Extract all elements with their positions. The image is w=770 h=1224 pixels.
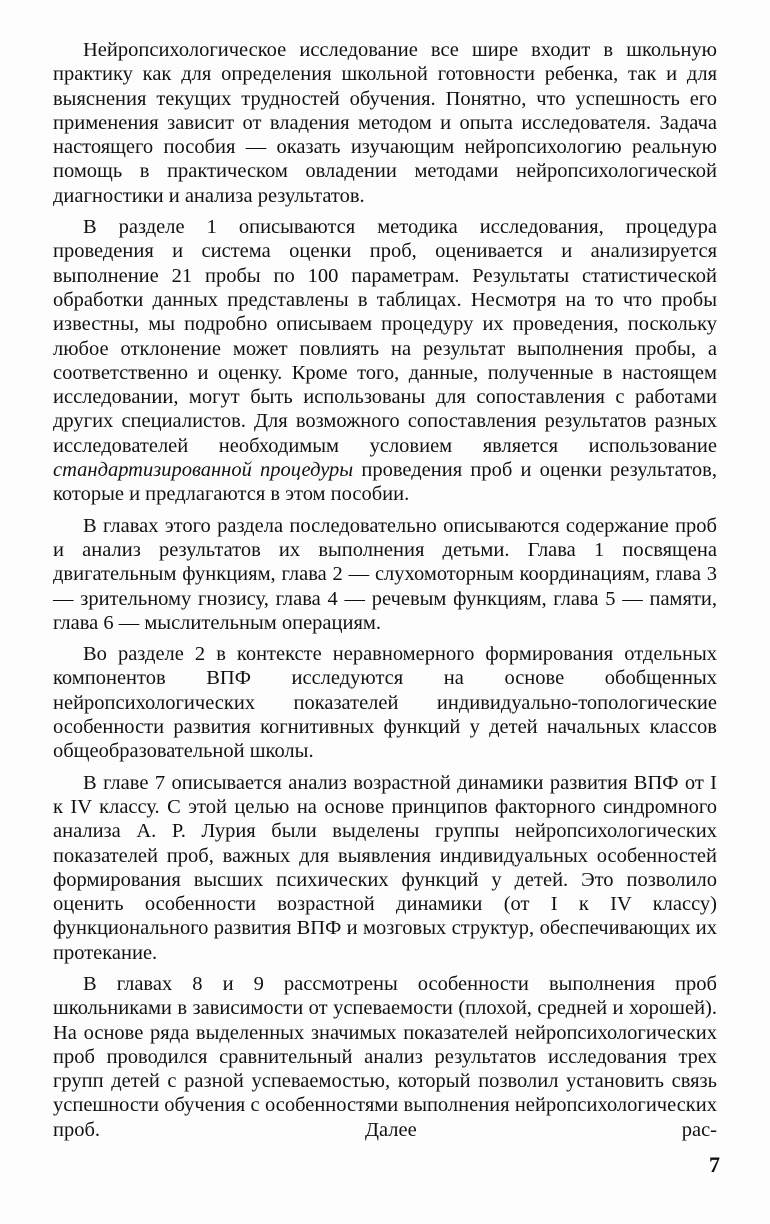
paragraph-section-1 xyxy=(53,215,717,507)
paragraph-chapters-overview: В главах этого раздела последовательно описываются содержание проб и анализ результатов их выполнения детьми. Глава 1 посвящена двигательным функциям, глава 2 — слухомоторным координациям, глава 3 — зрительному гнозису, глава 4 — речевым функциям, глава 5 — памяти, глава 6 — мыслительным операциям. xyxy=(53,514,717,634)
paragraph-section-2: Во разделе 2 в контексте неравномерного формирования отдельных компонентов ВПФ исследуются на основе обобщенных нейропсихологических показателей индивидуально-топологические особенности развития когнитивных функций у детей начальных классов общеобразовательной школы. xyxy=(53,643,717,763)
page-number: 7 xyxy=(709,1152,720,1177)
paragraph-chapter-7: В главе 7 описывается анализ возрастной динамики развития ВПФ от I к IV классу. С этой целью на основе принципов факторного синдромного анализа А. Р. Лурия были выделены группы нейропсихологических показателей проб, важных для выявления индивидуальных особенностей формирования высших психических функций у детей. Это позволило оценить особенности возрастной динамики (от I к IV классу) функционального развития ВПФ и мозговых структур, обеспечивающих их протекание. xyxy=(53,771,717,964)
paragraph-section-1-text: В разделе 1 описываются методика исследования, процедура проведения и система оценки проб, оценивается и анализируется выполнение 21 пробы по 100 параметрам. Результаты статистической обработки данных представлены в таблицах. Несмотря на то что пробы известны, мы подробно описываем процедуру их проведения, поскольку любое отклонение может повлиять на результат выполнения пробы, а соответственно и оценку. Кроме того, данные, полученные в настоящем исследовании, могут быть использованы для сопоставления с работами других специалистов. Для возможного сопоставления результатов разных исследователей необходимым условием является использование xyxy=(53,216,717,457)
emphasis-standardized-procedure: стандартизированной процедуры xyxy=(53,459,354,482)
paragraph-chapters-8-9: В главах 8 и 9 рассмотрены особенности выполнения проб школьниками в зависимости от успеваемости (плохой, средней и хорошей). На основе ряда выделенных значимых показателей нейропсихологических проб проводился сравнительный анализ результатов исследования трех групп детей с разной успеваемостью, который позволил установить связь успешности обучения с особенностями выполнения нейропсихологических проб. Далее рас- xyxy=(53,972,717,1141)
body-text xyxy=(53,38,717,1142)
paragraph-intro: Нейропсихологическое исследование все шире входит в школьную практику как для определения школьной готовности ребенка, так и для выяснения текущих трудностей обучения. Понятно, что успешность его применения зависит от владения методом и опыта исследователя. Задача настоящего пособия — оказать изучающим нейропсихологию реальную помощь в практическом овладении методами нейропсихологической диагностики и анализа результатов. xyxy=(53,39,717,207)
paragraph-section-1-tail: проведения проб и оценки результатов, которые и предлагаются в этом пособии. xyxy=(53,459,717,506)
